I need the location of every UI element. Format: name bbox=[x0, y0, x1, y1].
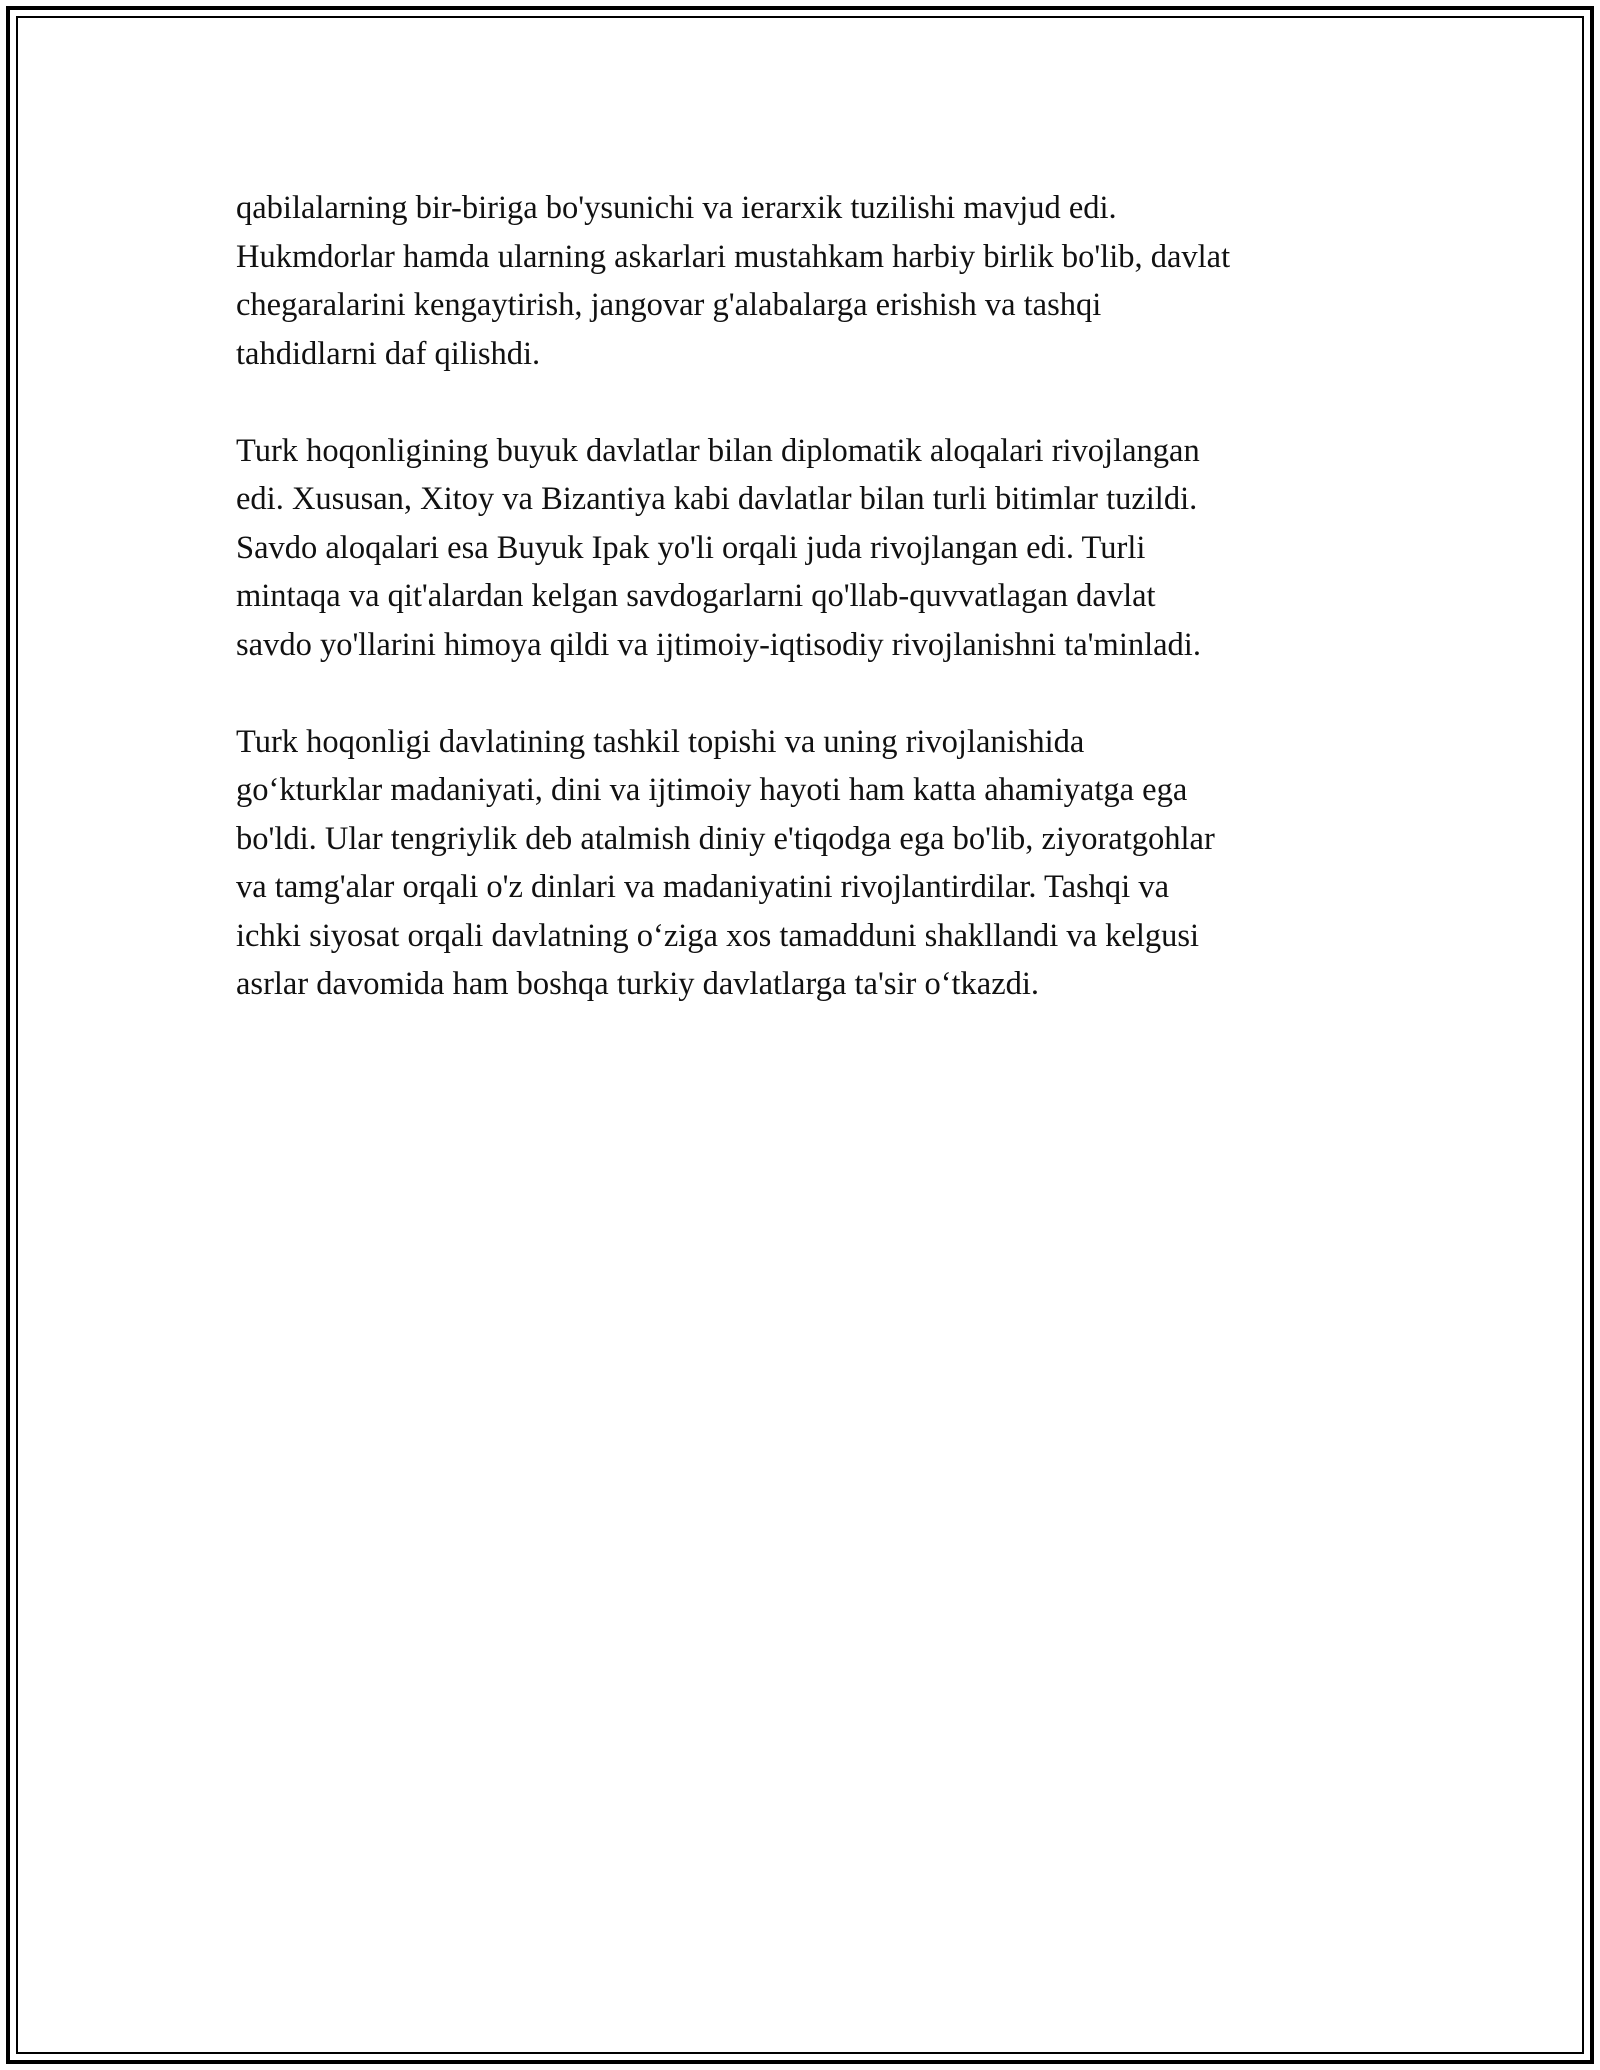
text-line: go‘kturklar madaniyati, dini va ijtimoiy hayoti ham katta ahamiyatga ega bbox=[236, 772, 1188, 808]
text-line: va tamg'alar orqali o'z dinlari va madaniyatini rivojlantirdilar. Tashqi va bbox=[236, 869, 1169, 905]
text-line: edi. Xususan, Xitoy va Bizantiya kabi davlatlar bilan turli bitimlar tuzildi. bbox=[236, 481, 1198, 517]
paragraph-3 bbox=[236, 718, 1396, 1009]
text-line: tahdidlarni daf qilishdi. bbox=[236, 335, 541, 372]
text-line: Savdo aloqalari esa Buyuk Ipak yo'li orqali juda rivojlangan edi. Turli bbox=[236, 529, 1146, 566]
text-line: mintaqa va qit'alardan kelgan savdogarlarni qo'llab-quvvatlagan davlat bbox=[236, 578, 1156, 614]
text-line: Turk hoqonligining buyuk davlatlar bilan diplomatik aloqalari rivojlangan bbox=[236, 432, 1200, 469]
text-line: asrlar davomida ham boshqa turkiy davlatlarga ta'sir o‘tkazdi. bbox=[236, 966, 1040, 1002]
text-line: bo'ldi. Ular tengriylik deb atalmish diniy e'tiqodga ega bo'lib, ziyoratgohlar bbox=[236, 820, 1215, 857]
document-body bbox=[236, 184, 1396, 1057]
text-line: Hukmdorlar hamda ularning askarlari mustahkam harbiy birlik bo'lib, davlat bbox=[236, 238, 1231, 275]
paragraph-2 bbox=[236, 427, 1396, 670]
text-line: savdo yo'llarini himoya qildi va ijtimoiy-iqtisodiy rivojlanishni ta'minladi. bbox=[236, 626, 1201, 663]
text-line: ichki siyosat orqali davlatning o‘ziga xos tamadduni shakllandi va kelgusi bbox=[236, 917, 1200, 954]
text-line: Turk hoqonligi davlatining tashkil topishi va uning rivojlanishida bbox=[236, 723, 1085, 760]
text-line: chegaralarini kengaytirish, jangovar g'alabalarga erishish va tashqi bbox=[236, 287, 1102, 323]
paragraph-1 bbox=[236, 184, 1396, 378]
text-line: qabilalarning bir-biriga bo'ysunichi va ierarxik tuzilishi mavjud edi. bbox=[236, 190, 1117, 226]
